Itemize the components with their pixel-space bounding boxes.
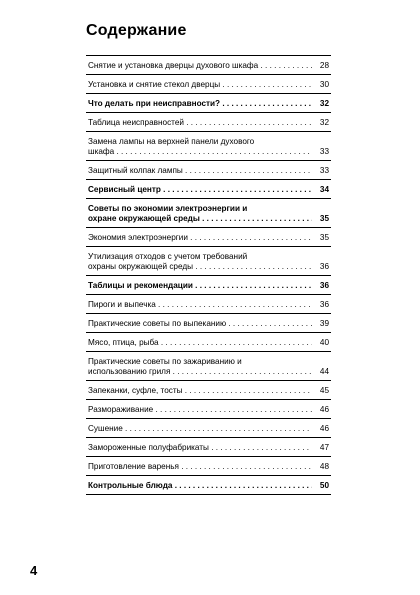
toc-entry-title (88, 357, 312, 377)
toc-entry-title (88, 185, 312, 195)
toc-entry[interactable] (86, 276, 331, 295)
toc-entry-line: Пироги и выпечка . . . (88, 300, 312, 309)
toc-entry-page: 44 (319, 367, 329, 376)
toc-entry[interactable] (86, 381, 331, 400)
toc-entry-page: 33 (319, 166, 329, 175)
toc-entry-page: 34 (319, 185, 329, 194)
toc-entry-title (88, 338, 312, 348)
toc-entry-line: охране окружающей среды . . . (88, 214, 312, 224)
toc-entry-page: 46 (319, 405, 329, 414)
toc-entry-title (88, 166, 312, 176)
toc-entry-title (88, 233, 312, 243)
toc-entry-title (88, 319, 312, 329)
toc-entry-line: Замена лампы на верхней панели духового (88, 137, 255, 146)
toc-entry-line: Что делать при неисправности? . . . (88, 99, 312, 108)
toc-entry-line: Размораживание . . . (88, 405, 312, 414)
toc-entry-line: Утилизация отходов с учетом требований (88, 252, 248, 261)
toc-entry[interactable] (86, 419, 331, 438)
toc-entry-page: 40 (319, 338, 329, 347)
toc-entry-page: 39 (319, 319, 329, 328)
toc-entry[interactable] (86, 400, 331, 419)
toc-entry[interactable] (86, 438, 331, 457)
toc-entry-page: 46 (319, 424, 329, 433)
toc-entry[interactable] (86, 56, 331, 75)
toc-entry[interactable] (86, 132, 331, 161)
toc-entry-line: Установка и снятие стекол дверцы . . . (88, 80, 312, 89)
toc-entry-title (88, 252, 312, 272)
toc-entry[interactable] (86, 247, 331, 276)
toc-entry-line: Таблицы и рекомендации . . . (88, 281, 312, 290)
toc-entry-line: Запеканки, суфле, тосты . . . (88, 386, 312, 395)
toc-entry[interactable] (86, 457, 331, 476)
toc-entry-line: Снятие и установка дверцы духового шкафа . . . (88, 61, 312, 70)
toc-entry[interactable] (86, 94, 331, 113)
toc-entry-title (88, 61, 312, 71)
toc-entry-title (88, 386, 312, 396)
toc-entry-title (88, 281, 312, 291)
toc-entry-line: Советы по экономии электроэнергии и (88, 204, 248, 213)
toc-entry[interactable] (86, 180, 331, 199)
toc-entry-title (88, 405, 312, 415)
toc-entry-line: Замороженные полуфабрикаты . . . (88, 443, 312, 452)
toc-entry-page: 35 (319, 214, 329, 223)
toc-entry-title (88, 118, 312, 128)
toc-entry-title (88, 99, 312, 109)
toc-entry[interactable] (86, 113, 331, 132)
toc-entry-page: 33 (319, 147, 329, 156)
toc-entry-line: Практические советы по зажариванию и (88, 357, 242, 366)
page-number: 4 (30, 563, 38, 578)
toc-entry-page: 36 (319, 300, 329, 309)
toc-entry-title (88, 137, 312, 157)
toc-entry-page: 47 (319, 443, 329, 452)
toc-entry-page: 35 (319, 233, 329, 242)
toc-entry-line: Контрольные блюда . . . (88, 481, 312, 490)
toc-entry-page: 36 (319, 262, 329, 271)
toc-entry[interactable] (86, 333, 331, 352)
toc-entry[interactable] (86, 314, 331, 333)
toc-entry-line: Экономия электроэнергии . . . (88, 233, 312, 242)
toc-entry-page: 32 (319, 118, 329, 127)
toc-entry-page: 32 (319, 99, 329, 108)
toc-entry[interactable] (86, 295, 331, 314)
toc-entry-page: 30 (319, 80, 329, 89)
toc-entry-title (88, 462, 312, 472)
toc-entry[interactable] (86, 199, 331, 228)
toc-entry-page: 48 (319, 462, 329, 471)
page-title: Содержание (86, 22, 187, 39)
toc-entry-line: Таблица неисправностей . . . (88, 118, 312, 127)
toc-entry-page: 45 (319, 386, 329, 395)
toc-entry[interactable] (86, 476, 331, 495)
toc-entry-line: Сервисный центр . . . (88, 185, 312, 194)
toc-entry-title (88, 443, 312, 453)
toc-entry-line: Сушение . . . (88, 424, 312, 433)
toc-entry[interactable] (86, 228, 331, 247)
toc-entry-page: 36 (319, 281, 329, 290)
toc-entry-title (88, 481, 312, 491)
toc-entry-line: Защитный колпак лампы . . . (88, 166, 312, 175)
toc-entry-line: Приготовление варенья . . . (88, 462, 312, 471)
toc-entry-line: Практические советы по выпеканию . . . (88, 319, 312, 328)
toc-entry-line: использованию гриля . . . (88, 367, 312, 377)
toc-entry-page: 28 (319, 61, 329, 70)
toc-entry-title (88, 204, 312, 224)
toc-entry[interactable] (86, 352, 331, 381)
toc-entry-line: Мясо, птица, рыба . . . (88, 338, 312, 347)
toc-entry-title (88, 300, 312, 310)
toc-entry-line: шкафа . . . (88, 147, 312, 157)
toc-entry-title (88, 424, 312, 434)
toc-entry[interactable] (86, 75, 331, 94)
toc-entry-line: охраны окружающей среды . . . (88, 262, 312, 272)
table-of-contents (86, 55, 331, 495)
toc-entry[interactable] (86, 161, 331, 180)
toc-entry-page: 50 (319, 481, 329, 490)
toc-entry-title (88, 80, 312, 90)
